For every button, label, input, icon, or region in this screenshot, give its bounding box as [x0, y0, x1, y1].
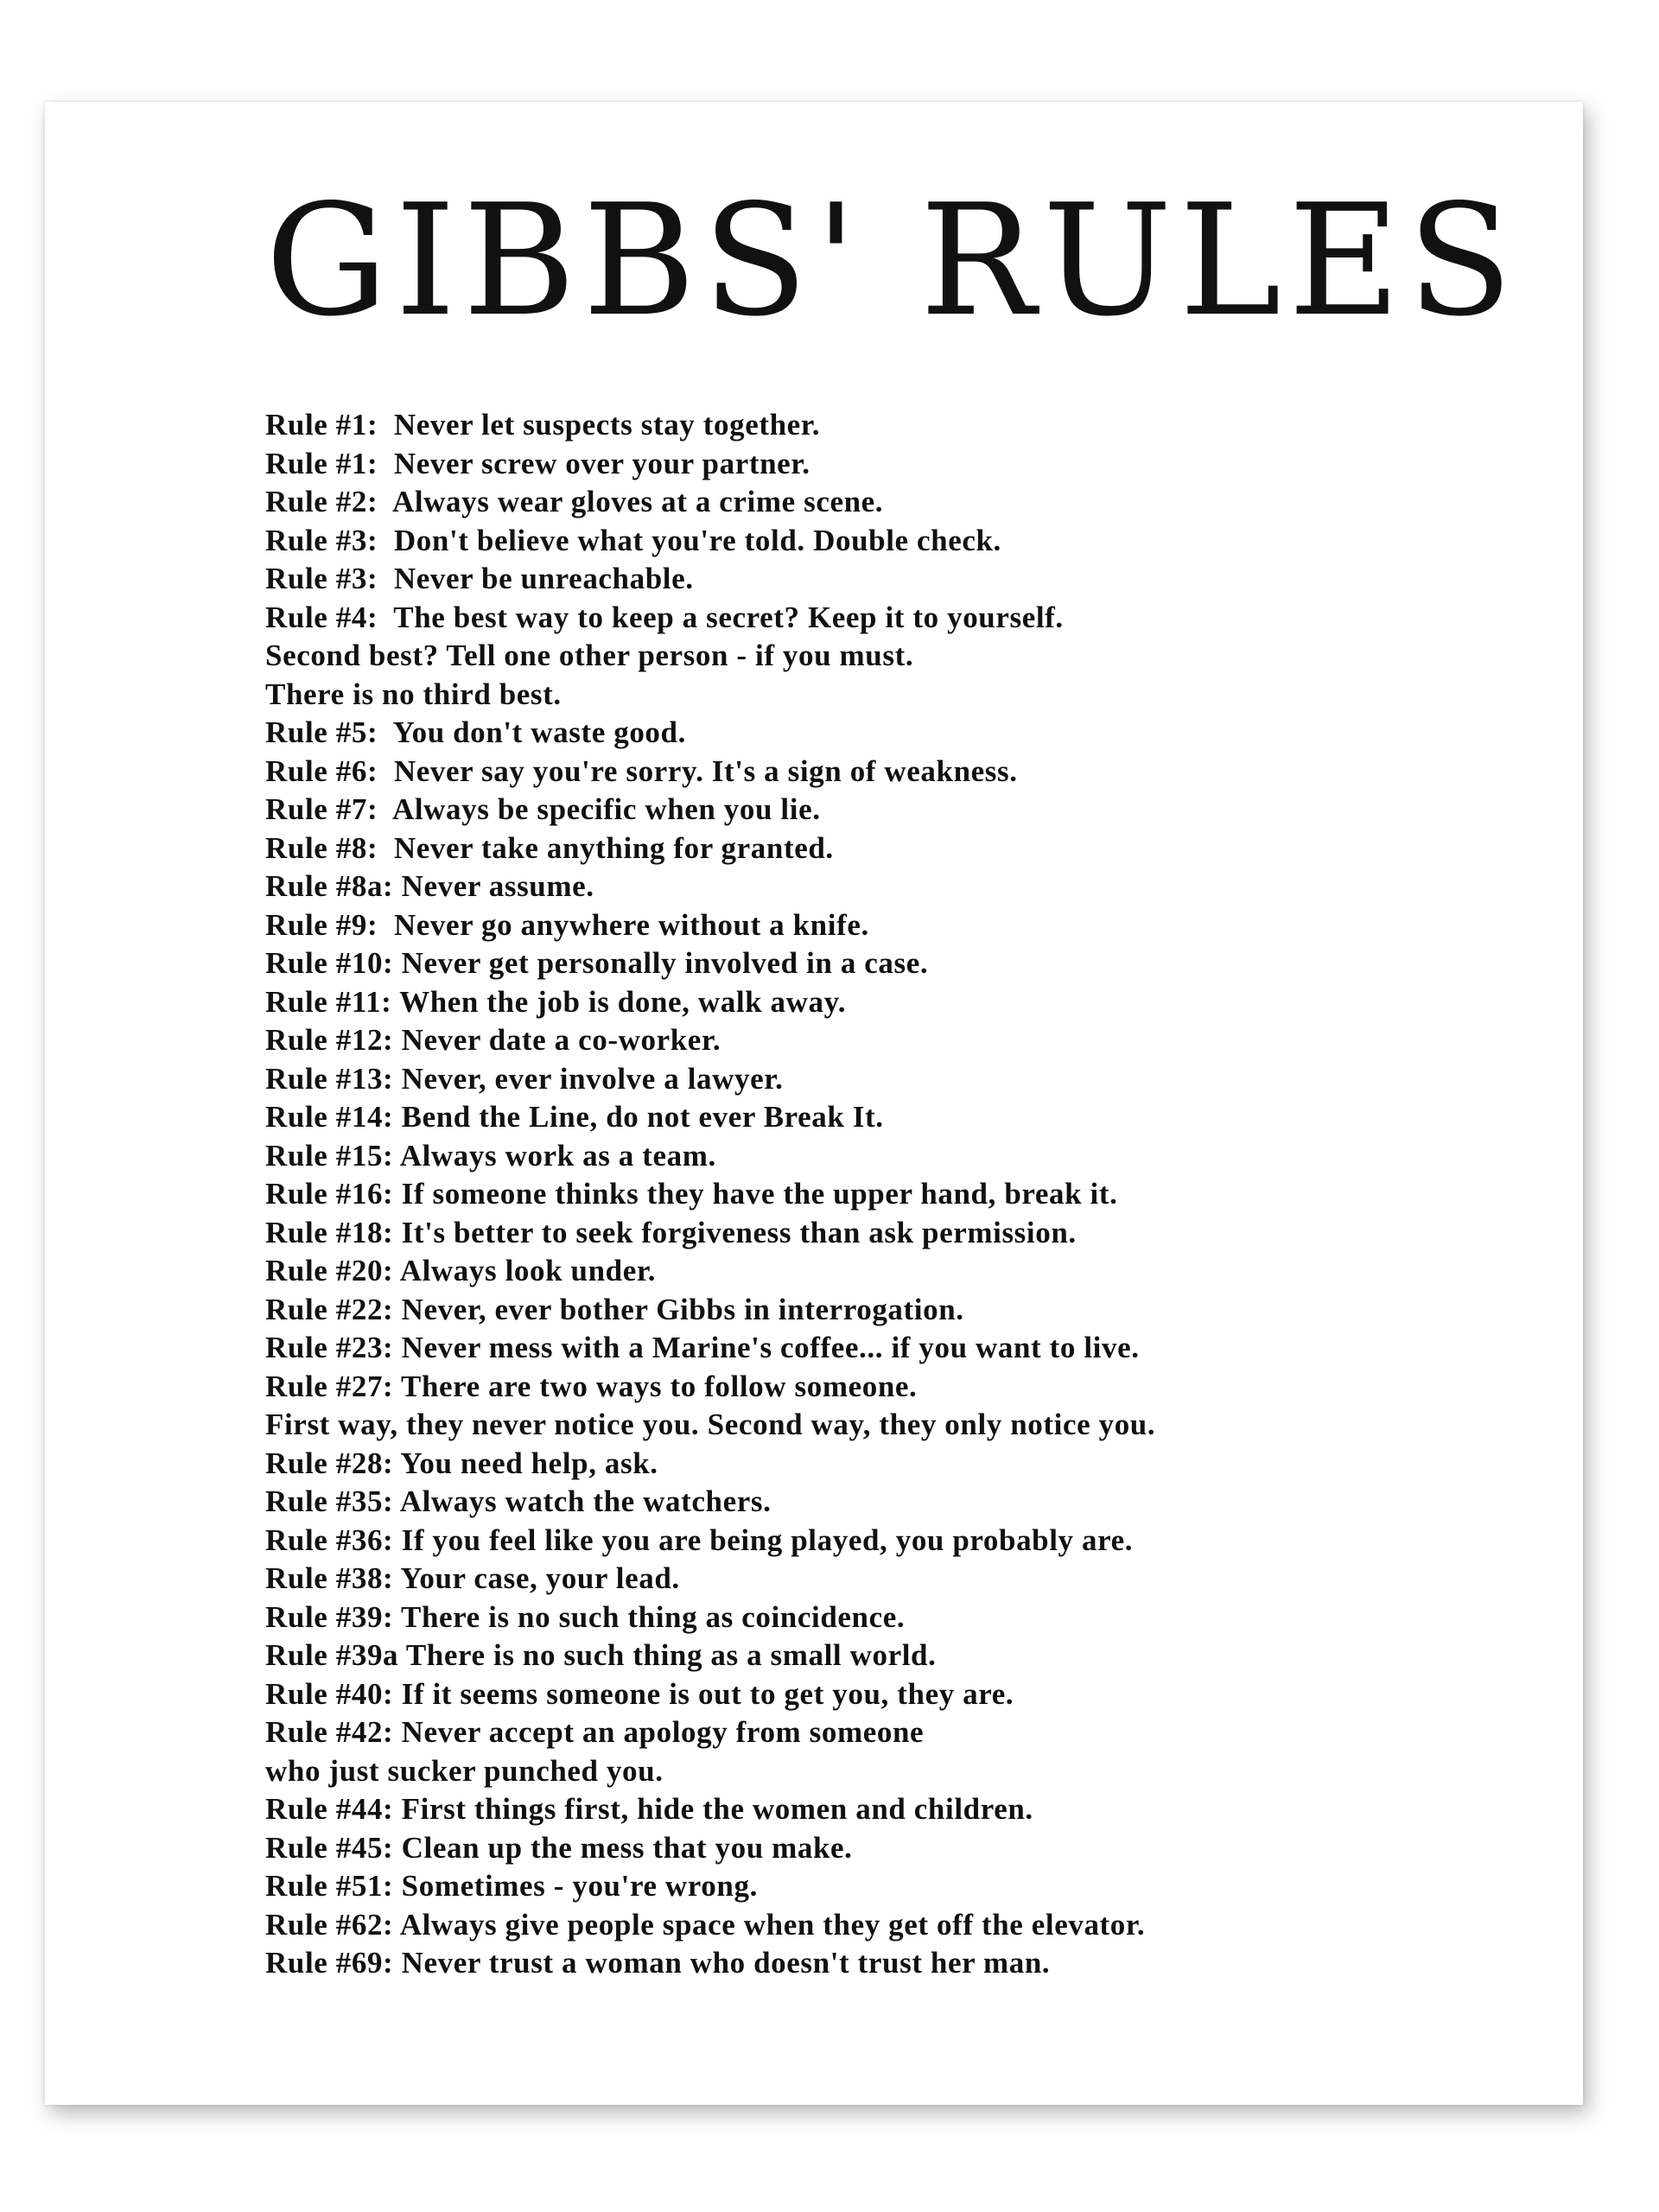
- rule-line: Rule #1: Never let suspects stay together.: [265, 408, 821, 442]
- rule-line: Rule #28: You need help, ask.: [265, 1446, 658, 1480]
- rule-line: Rule #45: Clean up the mess that you make.: [265, 1830, 853, 1865]
- rule-line: Rule #39: There is no such thing as coincidence.: [265, 1599, 906, 1634]
- rule-line: Rule #36: If you feel like you are being played, you probably are.: [265, 1522, 1134, 1557]
- rule-line: Rule #62: Always give people space when they get off the elevator.: [265, 1907, 1146, 1942]
- rule-line: There is no third best.: [265, 677, 562, 711]
- rule-line: Rule #5: You don't waste good.: [265, 715, 686, 749]
- rule-line: Rule #3: Never be unreachable.: [265, 562, 694, 595]
- rule-line: Rule #2: Always wear gloves at a crime scene.: [265, 485, 884, 518]
- rule-line: Rule #27: There are two ways to follow someone.: [265, 1369, 918, 1403]
- rule-line: Rule #12: Never date a co-worker.: [265, 1023, 721, 1057]
- rule-line: Rule #42: Never accept an apology from someone: [265, 1715, 925, 1749]
- rule-line: Rule #4: The best way to keep a secret? Keep it to yourself.: [265, 600, 1064, 634]
- rule-line: Second best? Tell one other person - if you must.: [265, 639, 914, 672]
- rule-line: Rule #40: If it seems someone is out to get you, they are.: [265, 1676, 1014, 1711]
- rule-line: Rule #20: Always look under.: [265, 1254, 657, 1287]
- rule-line: Rule #16: If someone thinks they have the upper hand, break it.: [265, 1177, 1118, 1211]
- rule-line: Rule #11: When the job is done, walk away.: [265, 984, 847, 1019]
- rule-line: Rule #8: Never take anything for granted.: [265, 830, 834, 865]
- rule-line: Rule #69: Never trust a woman who doesn't trust her man.: [265, 1946, 1051, 1980]
- rule-line: Rule #23: Never mess with a Marine's coffee... if you want to live.: [265, 1331, 1140, 1364]
- rule-line: Rule #44: First things first, hide the women and children.: [265, 1792, 1033, 1826]
- rule-line: Rule #14: Bend the Line, do not ever Break It.: [265, 1100, 884, 1134]
- rule-line: Rule #1: Never screw over your partner.: [265, 446, 810, 480]
- rule-line: Rule #51: Sometimes - you're wrong.: [265, 1869, 758, 1903]
- rule-line: Rule #35: Always watch the watchers.: [265, 1484, 772, 1518]
- rule-line: Rule #38: Your case, your lead.: [265, 1561, 680, 1595]
- rule-line: Rule #18: It's better to seek forgiveness than ask permission.: [265, 1215, 1077, 1249]
- rule-line: Rule #10: Never get personally involved in a case.: [265, 946, 929, 980]
- rule-line: Rule #6: Never say you're sorry. It's a sign of weakness.: [265, 753, 1018, 788]
- rule-line: Rule #39a There is no such thing as a small world.: [265, 1638, 937, 1672]
- rule-line: Rule #7: Always be specific when you lie.: [265, 792, 821, 826]
- rule-line: Rule #3: Don't believe what you're told. Double check.: [265, 523, 1001, 557]
- rule-line: Rule #9: Never go anywhere without a knife.: [265, 907, 869, 942]
- rules-list: [265, 406, 1527, 1983]
- rule-line: Rule #15: Always work as a team.: [265, 1138, 716, 1173]
- poster-title: GIBBS' RULES: [265, 171, 1520, 350]
- rule-line: Rule #8a: Never assume.: [265, 869, 594, 903]
- rule-line: First way, they never notice you. Second way, they only notice you.: [265, 1408, 1156, 1441]
- rule-line: Rule #22: Never, ever bother Gibbs in interrogation.: [265, 1292, 964, 1326]
- poster-sheet: [45, 102, 1583, 2105]
- rule-line: who just sucker punched you.: [265, 1753, 664, 1788]
- rule-line: Rule #13: Never, ever involve a lawyer.: [265, 1061, 784, 1096]
